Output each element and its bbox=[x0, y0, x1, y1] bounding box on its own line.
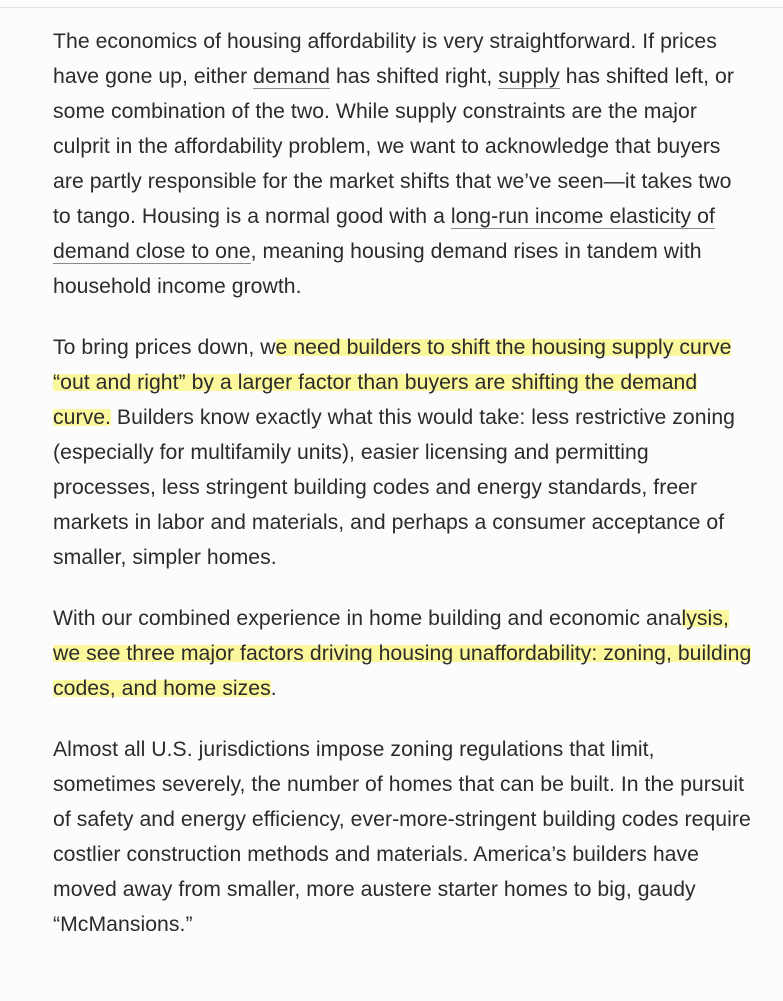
paragraph-3-text-a: With our combined experience in home building and economic ana bbox=[53, 607, 682, 630]
paragraph-3 bbox=[53, 601, 753, 706]
paragraph-1-text-c: has shifted left, or some combination of the two. While supply constraints are the major culprit in the affordability problem, we want to acknowledge that buyers are partly responsible for the market shifts that we’ve seen—it takes two to tango. Housing is a normal good with a bbox=[53, 65, 734, 228]
income-elasticity-link[interactable]: long-run income elasticity of demand close to one bbox=[53, 205, 715, 263]
demand-link[interactable]: demand bbox=[253, 65, 331, 88]
paragraph-1 bbox=[53, 24, 753, 304]
paragraph-2-text-b: Builders know exactly what this would take: less restrictive zoning (especially for multifamily units), easier licensing and permitting processes, less stringent building codes and energy standards, freer markets in labor and materials, and perhaps a consumer acceptance of smaller, simpler homes. bbox=[53, 406, 735, 569]
paragraph-3-text-b: . bbox=[270, 677, 277, 700]
supply-link[interactable]: supply bbox=[498, 65, 560, 88]
top-divider bbox=[0, 0, 783, 8]
paragraph-1-text-b: has shifted right, bbox=[330, 65, 499, 88]
paragraph-2-text-a: To bring prices down, w bbox=[53, 336, 276, 359]
paragraph-4: Almost all U.S. jurisdictions impose zoning regulations that limit, sometimes severely, the number of homes that can be built. In the pursuit of safety and energy efficiency, ever-more-stringent building codes require costlier construction methods and materials. America’s builders have moved away from smaller, more austere starter homes to big, gaudy “McMansions.” bbox=[53, 738, 751, 936]
paragraph-3-highlight: lysis, we see three major factors driving housing unaffordability: zoning, building codes, and home sizes bbox=[53, 607, 752, 700]
article-body bbox=[53, 24, 753, 968]
paragraph-2 bbox=[53, 330, 753, 575]
paragraph-2-highlight: e need builders to shift the housing supply curve “out and right” by a larger factor than buyers are shifting the demand curve. bbox=[53, 336, 732, 429]
paragraph-1-text-d: , meaning housing demand rises in tandem with household income growth. bbox=[53, 240, 702, 298]
paragraph-1-text-a: The economics of housing affordability is very straightforward. If prices have gone up, either bbox=[53, 30, 717, 88]
